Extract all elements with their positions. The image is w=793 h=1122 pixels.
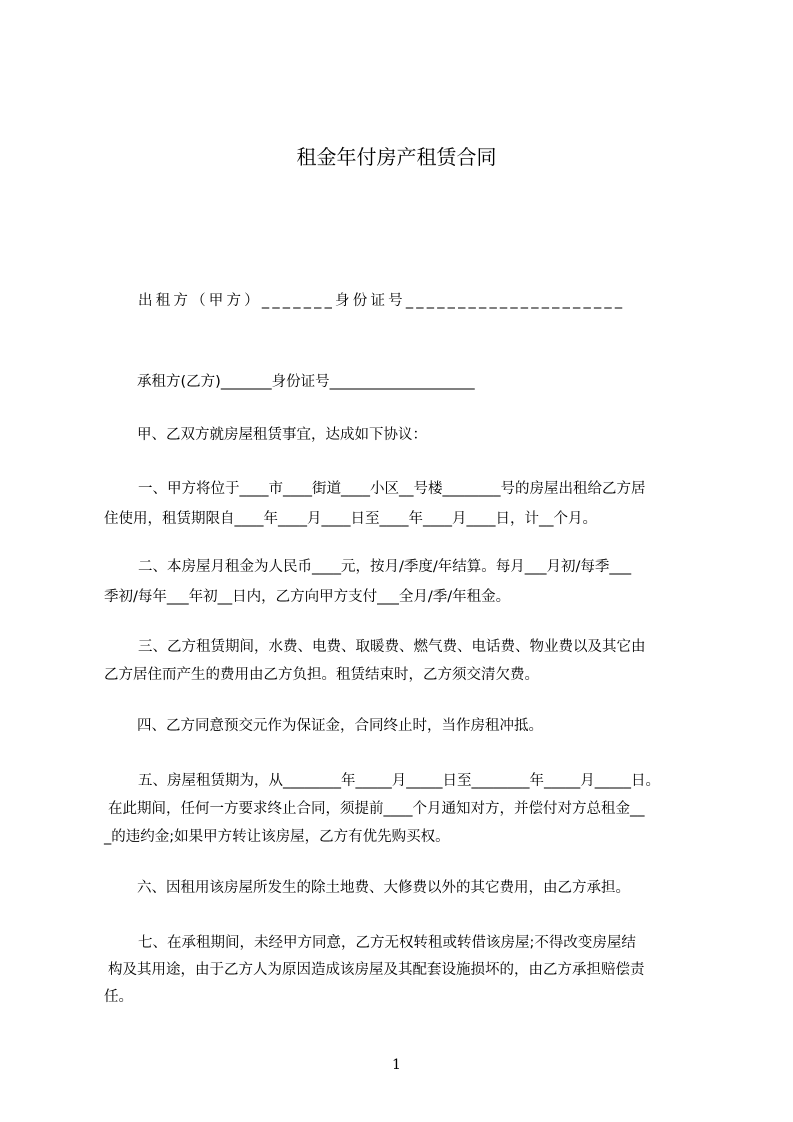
clause-7-line-3: 任。 xyxy=(104,989,133,1005)
intro-text: 甲、乙双方就房屋租赁事宜，达成如下协议： xyxy=(137,427,427,443)
clause-6-line-1: 六、因租用该房屋所发生的除土地费、大修费以外的其它费用，由乙方承担。 xyxy=(137,880,630,896)
clause-4-line-1: 四、乙方同意预交元作为保证金，合同终止时，当作房租冲抵。 xyxy=(137,718,543,734)
clause-7-line-2: 构及其用途，由于乙方人为原因造成该房屋及其配套设施损坏的，由乙方承担赔偿责 xyxy=(108,962,645,978)
document-title: 租金年付房产租赁合同 xyxy=(296,145,497,169)
clause-5-line-1: 五、房屋租赁期为，从________年_____月_____日至________年_____月_____日。 xyxy=(138,773,660,789)
clause-7-line-1: 七、在承租期间，未经甲方同意，乙方无权转租或转借该房屋;不得改变房屋结 xyxy=(138,935,636,951)
clause-2-line-1: 二、本房屋月租金为人民币____元，按月/季度/年结算。每月___月初/每季___ xyxy=(138,559,632,575)
clause-3-line-1: 三、乙方租赁期间，水费、电费、取暖费、燃气费、电话费、物业费以及其它由 xyxy=(138,639,646,655)
page-number: 1 xyxy=(392,1057,401,1073)
landlord-line: 出租方（甲方）_______身份证号_____________________ xyxy=(138,293,626,309)
clause-1-line-2: 住使用，租赁期限自____年____月____日至____年____月____日，计__个月。 xyxy=(104,511,597,527)
clause-5-line-3: _的违约金;如果甲方转让该房屋，乙方有优先购买权。 xyxy=(104,829,450,845)
clause-5-line-2: 在此期间，任何一方要求终止合同，须提前____个月通知对方，并偿付对方总租金__ xyxy=(108,801,645,817)
tenant-line: 承租方(乙方)_______身份证号____________________ xyxy=(137,374,475,390)
clause-1-line-1: 一、甲方将位于____市____街道____小区__号楼________号的房屋出租给乙方居 xyxy=(138,481,646,497)
clause-3-line-2: 乙方居住而产生的费用由乙方负担。租赁结束时，乙方须交清欠费。 xyxy=(104,667,539,683)
clause-2-line-2: 季初/每年___年初__日内，乙方向甲方支付___全月/季/年租金。 xyxy=(104,589,511,605)
